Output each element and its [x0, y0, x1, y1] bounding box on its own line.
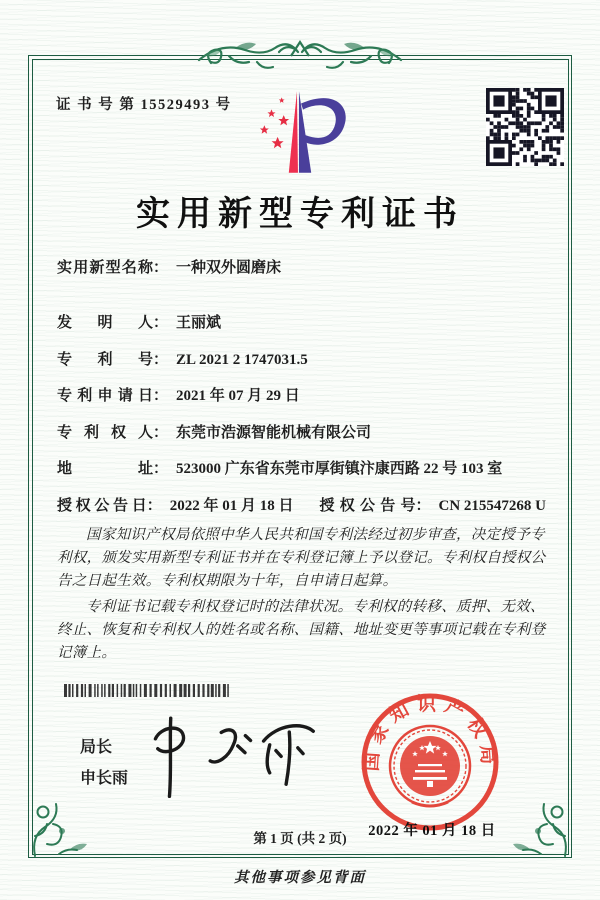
field-utility-model-name — [57, 256, 546, 277]
certificate-number: 证 书 号 第 15529493 号 — [56, 97, 232, 113]
field-value: 一种双外圆磨床 — [176, 260, 282, 276]
field-value: CN 215547268 U — [438, 497, 546, 514]
field-inventor — [57, 311, 546, 332]
seal-date: 2022 年 01 月 18 日 — [368, 823, 496, 839]
field-colon: ： — [153, 351, 169, 368]
legal-paragraph-2: 专利证书记载专利权登记时的法律状况。专利权的转移、质押、无效、终止、恢复和专利权人的姓名或名称、国籍、地址变更等事项记载在专利登记簿上。 — [57, 598, 546, 661]
field-label: 授权公告号 — [319, 497, 416, 514]
field-list — [57, 256, 546, 530]
official-seal — [358, 690, 502, 834]
certificate-title: 实用新型专利证书 — [136, 196, 464, 233]
field-application-date — [57, 384, 546, 405]
national-emblem-icon — [390, 726, 470, 806]
field-label: 发明人 — [57, 315, 153, 331]
field-label: 实用新型名称 — [57, 260, 153, 276]
field-value: 东莞市浩源智能机械有限公司 — [176, 424, 372, 441]
legal-text — [57, 524, 546, 667]
legal-paragraph-1: 国家知识产权局依照中华人民共和国专利法经过初步审查，决定授予专利权，颁发实用新型专利证书并在专利登记簿上予以登记。专利权自授权公告之日起生效。专利权期限为十年，自申请日起算。 — [57, 527, 546, 589]
field-value: 523000 广东省东莞市厚街镇汴康西路 22 号 103 室 — [176, 461, 503, 477]
field-value: 2021 年 07 月 29 日 — [176, 388, 300, 404]
field-grant-number — [319, 494, 546, 515]
field-colon: ： — [146, 497, 162, 514]
qr-code — [486, 88, 564, 166]
seal-agency-text: 国家知识产权局 — [361, 693, 499, 772]
field-colon: ： — [153, 388, 169, 404]
field-colon: ： — [153, 260, 169, 276]
field-colon: ： — [153, 424, 169, 441]
signer-title: 局长 — [80, 739, 113, 756]
barcode — [63, 684, 233, 697]
dragon-ornament-icon — [195, 32, 405, 82]
signer-name: 申长雨 — [80, 770, 129, 787]
field-colon: ： — [153, 461, 169, 477]
field-label: 专利申请日 — [57, 388, 153, 404]
field-label: 授权公告日 — [57, 497, 147, 514]
field-patent-number — [57, 348, 546, 369]
field-grant-row — [57, 494, 546, 515]
field-address — [57, 457, 546, 478]
field-colon: ： — [415, 497, 431, 514]
field-value: 2022 年 01 月 18 日 — [169, 497, 294, 514]
page-number: 第 1 页 (共 2 页) — [253, 831, 347, 846]
director-signature — [136, 703, 334, 805]
back-note: 其他事项参见背面 — [234, 870, 366, 886]
field-label: 地址 — [57, 461, 153, 477]
cnipa-logo-icon — [244, 86, 356, 178]
signer-block — [80, 732, 128, 794]
field-label: 专利号 — [57, 351, 153, 368]
field-value: 王丽斌 — [176, 315, 222, 331]
field-value: ZL 2021 2 1747031.5 — [176, 351, 308, 368]
field-colon: ： — [153, 315, 169, 331]
field-patentee — [57, 421, 546, 442]
field-label: 专利权人 — [57, 424, 153, 441]
